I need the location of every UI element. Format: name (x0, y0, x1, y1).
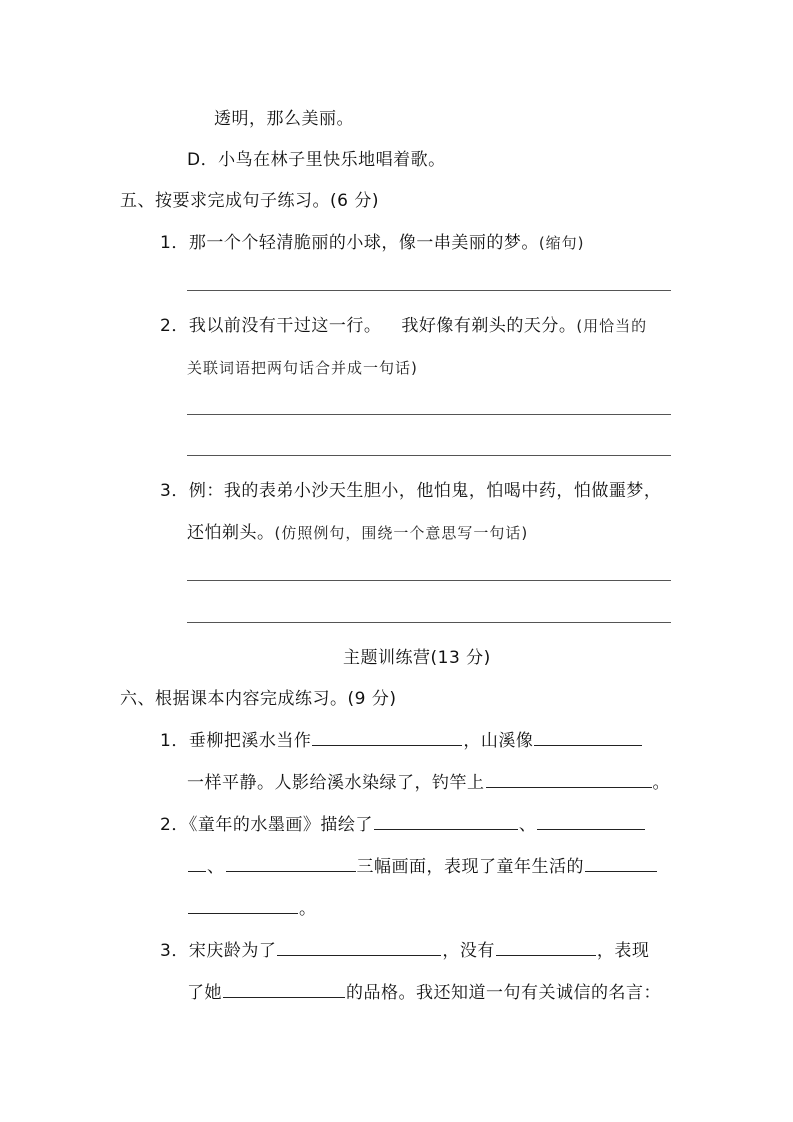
s5-q3-text: 例：我的表弟小沙天生胆小，他怕鬼，怕喝中药，怕做噩梦， (188, 481, 662, 501)
s6-q3-number: 3． (160, 941, 189, 961)
s5-question-1 (160, 232, 585, 254)
s5-q3-number: 3． (160, 481, 189, 501)
prev-answer-option-d: D．小鸟在林子里快乐地唱着歌。 (187, 150, 446, 170)
s6-q3-text-c: ，表现 (596, 941, 650, 961)
section-six-heading: 六、根据课本内容完成练习。(9 分) (120, 689, 397, 709)
s6-q3-text-a: 宋庆龄为了 (188, 941, 277, 961)
s5-q3-answer-line-2[interactable] (187, 622, 671, 623)
s6-question-2-cont (187, 856, 658, 878)
s5-q1-answer-line[interactable] (187, 290, 671, 291)
s6-question-3-cont (187, 982, 661, 1004)
s6-q1-text-c: 一样平静。人影给溪水染绿了，钓竿上 (187, 773, 485, 793)
s6-question-1-cont (187, 772, 670, 794)
s6-q2-text-d: 三幅画面，表现了童年生活的 (356, 857, 584, 877)
s6-q3-blank-1[interactable] (277, 941, 441, 956)
s6-question-2 (160, 814, 646, 836)
s6-q2-text-e: 。 (299, 899, 317, 919)
s5-q1-text: 那一个个轻清脆丽的小球，像一串美丽的梦。 (188, 233, 539, 253)
s5-question-3 (160, 480, 661, 502)
s6-q2-text-b: 、 (518, 815, 537, 835)
s6-q3-blank-2[interactable] (496, 941, 596, 956)
s6-q2-blank-4[interactable] (585, 857, 657, 872)
s6-q1-text-a: 垂柳把溪水当作 (188, 731, 312, 751)
s6-question-1 (160, 730, 643, 752)
s6-q2-blank-4-cont[interactable] (188, 899, 298, 914)
s6-q2-blank-2[interactable] (537, 815, 645, 830)
s6-question-3 (160, 940, 649, 962)
s6-q2-text-a: 《童年的水墨画》描绘了 (188, 815, 373, 835)
s5-q2-text2: 我好像有剃头的天分。 (401, 316, 577, 336)
s6-q1-blank-1[interactable] (312, 731, 462, 746)
s5-q3-cont (187, 522, 528, 544)
s5-q2-answer-line-1[interactable] (187, 414, 671, 415)
prev-answer-line1: 透明，那么美丽。 (214, 109, 354, 129)
section-five-heading: 五、按要求完成句子练习。(6 分) (120, 191, 379, 211)
s6-q1-blank-3[interactable] (486, 773, 652, 788)
s6-q2-blank-2-cont[interactable] (188, 857, 206, 872)
s5-q2-text: 我以前没有干过这一行。 (188, 316, 382, 336)
s5-q1-note: (缩句) (538, 234, 585, 252)
s5-q3-text2: 还怕剃头。 (187, 523, 275, 543)
s6-q3-text-b: ，没有 (442, 941, 495, 961)
s6-q3-text-d: 了她 (187, 983, 222, 1003)
s6-question-2-cont2 (187, 898, 317, 920)
s6-q1-text-b: ，山溪像 (463, 731, 534, 751)
s5-q2-answer-line-2[interactable] (187, 455, 671, 456)
s6-q2-text-c: 、 (207, 857, 225, 877)
s6-q2-number: 2． (160, 815, 189, 835)
s6-q1-text-d: 。 (652, 773, 670, 793)
s6-q1-blank-2[interactable] (534, 731, 642, 746)
s6-q3-blank-3[interactable] (223, 983, 345, 998)
s5-q2-note-cont: 关联词语把两句话合并成一句话) (187, 359, 418, 377)
s5-q3-note: (仿照例句，围绕一个意思写一句话) (274, 524, 529, 542)
s5-question-2 (160, 315, 647, 337)
s5-q2-number: 2． (160, 316, 189, 336)
s5-q1-number: 1． (160, 233, 189, 253)
section-title: 主题训练营(13 分) (343, 648, 491, 668)
s5-q3-answer-line-1[interactable] (187, 580, 671, 581)
s6-q1-number: 1． (160, 731, 189, 751)
s6-q3-text-e: 的品格。我还知道一句有关诚信的名言： (346, 983, 661, 1003)
s6-q2-blank-3[interactable] (226, 857, 356, 872)
s5-q2-note: (用恰当的 (576, 317, 648, 335)
s6-q2-blank-1[interactable] (374, 815, 518, 830)
